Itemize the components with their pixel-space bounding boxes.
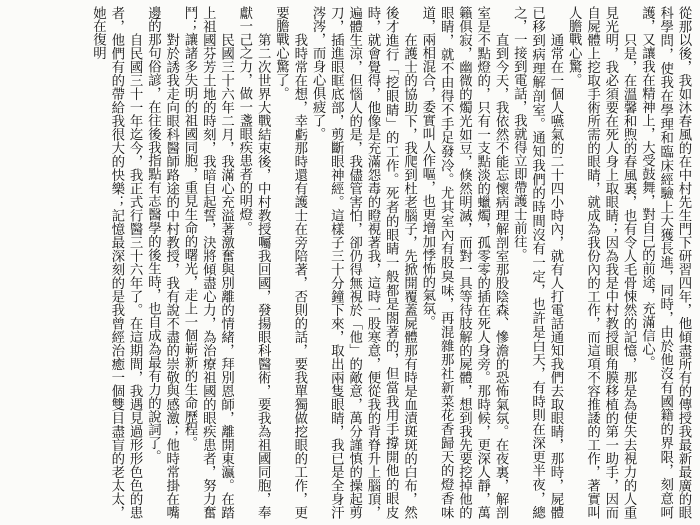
paragraph: 對於誘我走向眼科醫師路途的中村教授，我有說不盡的崇敬與感激；他時常掛在嘴邊的那句俗諺，在往後我指點有志醫學的後生時，也自成為最有力的說詞了。 — [145, 6, 179, 519]
paragraph: 直到今天，我依然不能忘懷病理解剖室那股陰森、慘澹的恐怖氣氛。在夜裏，解剖室是不點燈的，只有一支點淡的蠟燭，孤零零的插在死人身旁。那時候，更深人靜，萬籟俱寂，幽微的燭光如豆，倏然明滅，而對一具等待肢解的屍體，想到我先要挖掉他的眼睛，就不由得不手足發冷。尤其室內有股臭味，再混雜那社新菜花香歸天的燈香味道，兩相混合，委實叫人作嘔，也更增加悸怖的氣氛。 — [419, 6, 509, 519]
paragraph: 第二次世界大戰結束後，中村教授囑我回國，發揚眼科醫術，要我為祖國同胞，奉獻一己之力，做一盞眼疾患者的明燈。 — [236, 6, 271, 519]
paragraph: 只是，在溫馨和煦的春風裏，也有令人毛骨悚然的記憶，那是為使失去視力的人重見光明，我必須要在死人身上取眼睛；因為我是中村教授眼角膜移植的第一助手，因而自屍體上挖取手術所需的眼睛，就成為我份內的工作，而這項不容推諉的工作，著實叫人膽戰心驚。 — [566, 6, 637, 519]
paragraph: 我時常在想，幸虧那時還有護士在旁陪著，否則的話，要我單獨做挖眼的工作，更要膽戰心驚了。 — [273, 6, 307, 519]
paragraph: 自民國三十一年迄今，我正式行醫三十六年了。在這期間，我遇見過形形色色的患者，他們有的帶給我很大的快樂；記憶最深刻的是我曾經治癒一個雙目盡盲的老太太，她在復明 — [90, 6, 143, 519]
paragraph: 從那以後，我如沐春風的在中村先生門下研習四年，他傾盡所有的傳授我最新最廣的眼科學問，使我在學理和臨床經驗上大獲長進，同時，由於他沒有國籍的界限，刻意呵護，又讓我在精神上，大受鼓舞，對自己的前途，充滿信心。 — [639, 6, 691, 519]
paragraph: 通常在一個人嚥氣的二十四小時內，就有人打電話通知我們去取眼睛，那時，屍體已移到病理解剖室。通知我們的時間沒有一定，也許是白天，有時則在深更半夜，總之，一接到電話，我就得立即帶護士前往。 — [511, 6, 563, 519]
vertical-text-body — [6, 6, 692, 519]
paragraph: 在護士的協助下，我爬到杜老腦子，先掀開覆蓋屍體那有時是血漬斑斑的白布，然後才進行「挖眼睛」的工作。死者的眼睛一般都是閤著的，但當我用手撐開他的眼皮時，就會覺得，他像是充滿怨毒的瞪視著我，這時一股寒意，便從我的背脊升上腦頂，遍體生涼，但惱人的是，我儘管害怕，卻仍得無視於「他」的敵意，萬分謹慎的操起剪刀，插進眼眶底部，剪斷眼神經。這樣子三十分鐘下來，取出兩隻眼睛，我已是全身汗涔涔，而身心俱疲了。 — [310, 6, 417, 519]
paragraph: 民國三十六年二月，我滿心充溢著激奮與別離的情緒，拜別恩師，離開東瀛。在踏上祖國芬芳土地的時刻，我暗自起誓，決將傾盡心力，為治療祖國的眼疾患者，努力奮鬥；讓諸多失明的祖國同胞，重見生命的曙光，走上一個嶄新的生命歷程。 — [181, 6, 234, 519]
